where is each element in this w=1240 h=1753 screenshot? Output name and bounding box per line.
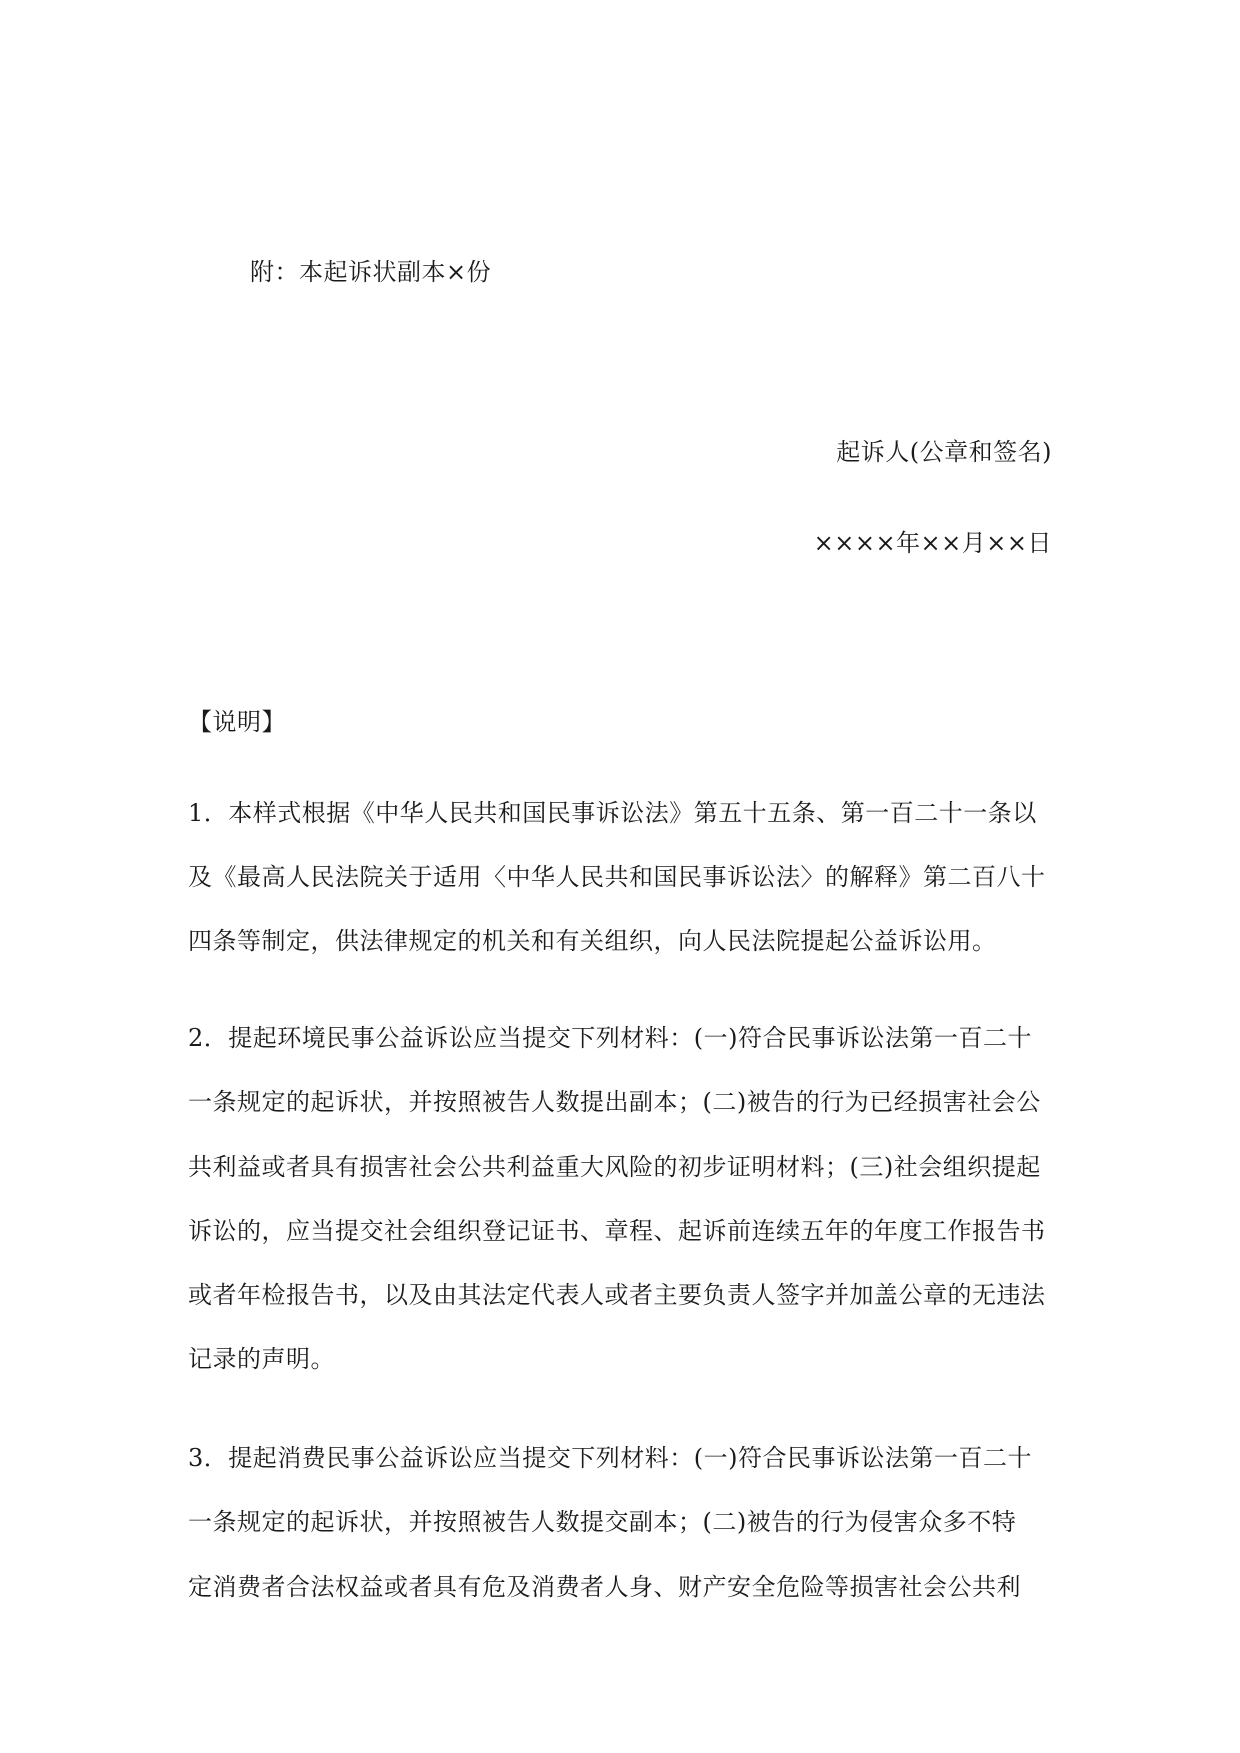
paragraph-line: 定消费者合法权益或者具有危及消费者人身、财产安全危险等损害社会公共利 — [188, 1572, 1021, 1601]
note-paragraph-3 — [188, 1442, 1058, 1635]
paragraph-line: 3．提起消费民事公益诉讼应当提交下列材料：(一)符合民事诉讼法第一百二十 — [188, 1444, 1032, 1472]
paragraph-line: 一条规定的起诉状，并按照被告人数提出副本；(二)被告的行为已经损害社会公 — [188, 1088, 1041, 1117]
plaintiff-signature-line: 起诉人(公章和签名) — [836, 438, 1052, 466]
attachment-note: 附：本起诉状副本×份 — [250, 258, 492, 286]
paragraph-line: 1．本样式根据《中华人民共和国民事诉讼法》第五十五条、第一百二十一条以 — [188, 799, 1037, 827]
paragraph-line: 诉讼的，应当提交社会组织登记证书、章程、起诉前连续五年的年度工作报告书 — [188, 1216, 1046, 1245]
paragraph-line: 或者年检报告书，以及由其法定代表人或者主要负责人签字并加盖公章的无违法 — [188, 1281, 1046, 1310]
paragraph-line: 记录的声明。 — [188, 1345, 335, 1374]
paragraph-line: 一条规定的起诉状，并按照被告人数提交副本；(二)被告的行为侵害众多不特 — [188, 1508, 1017, 1537]
note-paragraph-2 — [188, 1022, 1058, 1408]
paragraph-line: 四条等制定，供法律规定的机关和有关组织，向人民法院提起公益诉讼用。 — [188, 927, 997, 955]
notes-heading: 【说明】 — [188, 708, 286, 736]
paragraph-line: 及《最高人民法院关于适用〈中华人民共和国民事诉讼法〉的解释》第二百八十 — [188, 863, 1046, 891]
paragraph-line: 2．提起环境民事公益诉讼应当提交下列材料：(一)符合民事诉讼法第一百二十 — [188, 1024, 1032, 1052]
paragraph-line: 共利益或者具有损害社会公共利益重大风险的初步证明材料；(三)社会组织提起 — [188, 1152, 1041, 1181]
date-line: ××××年××月××日 — [813, 529, 1052, 557]
note-paragraph-1 — [188, 797, 1058, 989]
